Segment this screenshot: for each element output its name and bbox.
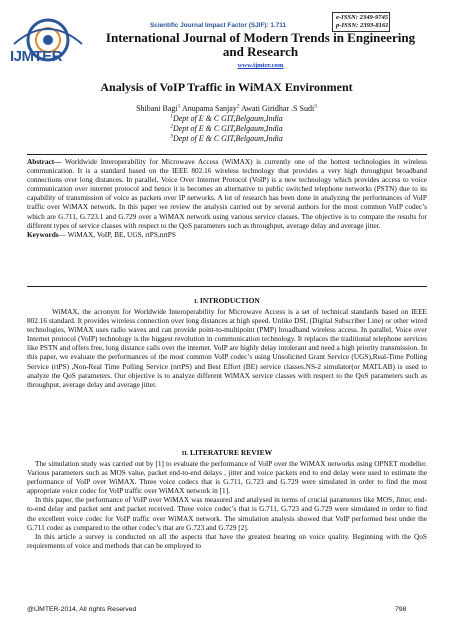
affiliation-text: Dept of E & C GIT,Belgaum,India <box>172 134 283 143</box>
section-number: II. <box>181 451 189 457</box>
affiliation <box>0 124 453 134</box>
section-number: I. <box>194 299 198 305</box>
author-block <box>0 104 453 144</box>
affiliation-sup: 1 <box>170 113 173 120</box>
impact-factor: Scientific Journal Impact Factor (SJIF): 1.711 <box>150 22 287 29</box>
section-title: LITERATURE REVIEW <box>189 448 273 457</box>
author-name: Anupama Sanjay <box>181 104 237 113</box>
affiliation-sup: 3 <box>170 133 173 140</box>
author-name: Awati Giridhar .S Sudi <box>241 104 315 113</box>
literature-paragraph: In this article a survey is conducted on all the aspects that have the greatest bearing on voice quality. Beginning with the QoS requirements of voice and methods that can be employed to <box>27 531 427 550</box>
divider-top <box>27 154 427 155</box>
footer-page-number: 798 <box>395 606 407 613</box>
section-heading-introduction <box>27 296 427 305</box>
footer-copyright: @IJMTER-2014, All rights Reserved <box>27 606 137 613</box>
abstract-label: Abstract— <box>27 157 62 166</box>
section-title: INTRODUCTION <box>199 296 260 305</box>
author-sup: 1 <box>177 103 181 110</box>
affiliation <box>0 134 453 144</box>
introduction-paragraph <box>27 307 427 389</box>
abstract-block <box>27 157 427 239</box>
affiliation-text: Dept of E & C GIT,Belgaum,India <box>172 124 283 133</box>
journal-url-link[interactable]: www.ijmter.com <box>237 62 284 69</box>
paper-title: Analysis of VoIP Traffic in WiMAX Environment <box>100 80 353 94</box>
journal-title-line1: International Journal of Modern Trends in Engineering <box>105 30 416 45</box>
literature-review-block <box>27 459 427 550</box>
affiliation <box>0 114 453 124</box>
author-name: Shibani Bagi <box>136 104 178 113</box>
divider-bottom <box>27 286 427 287</box>
affiliation-text: Dept of E & C GIT,Belgaum,India <box>172 114 283 123</box>
pissn: p-ISSN: 2393-8161 <box>336 22 389 29</box>
section-heading-literature-review <box>27 448 427 457</box>
literature-paragraph: The simulation study was carried out by [1] to evaluate the performance of VoIP over the WiMAX networks using OPNET modeller. Various parameters such as MOS value, packet end-to-end delays , jitter and voice packets end to end delay were used to estimate the performance of VoIP over WiMAX. Three voice codecs that is G.711, G.723 and G.729 were simulated in order to find the most appropriate voice codec for VoIP traffic over WiMAX network in [1]. <box>27 459 427 496</box>
eissn: e-ISSN: 2349-9745 <box>336 14 389 21</box>
author-names <box>0 104 453 114</box>
keywords-text: — WiMAX, VoIP, BE, UGS, rtPS,nrtPS <box>58 229 176 239</box>
intro-text: WiMAX, the acronym for Worldwide Interoperability for Microwave Access is a set of technical standards based on IEEE 802.16 standard. It provides wireless connection over long distances at high speed. Unlike DSL (Digital Subscriber Line) or other wired technologies, WiMAX uses radio waves and can provide point-to-multipoint (PMP) broadband wireless access. In parallel, Voice over Internet protocol (VoIP) technology is the biggest revolution in communication technology. It replaces the traditional telephone services like PSTN and offers free, long distance calls over the internet. VoIP are highly delay intolerant and need a high priority transmission. In this paper, we evaluate the performances of the most common VoIP codec’s using Unsolicited Grant Service (UGS),Real-Time Polling Service (rtPS) ,Non-Real Time Polling Service (nrtPS) and Best Effort (BE) service classes.NS-2 simulator(or MATLAB) is used to analyze the QoS parameters. Our objective is to analyze different WiMAX service classes with respect to the QoS parameters such as throughput, average delay and average jitter. <box>27 307 427 389</box>
author-sup: 3 <box>314 103 317 110</box>
journal-title-line2: and Research <box>222 44 299 59</box>
literature-paragraph: In this paper, the performance of VoIP over WiMAX was measured and analysed in terms of crucial parameters like MOS, Jitter, end-to-end delay and packet sent and packet received. Three voice codec’s that is G.711, G.723 and G.729 were simulated in order to find the excellent voice codec for VoIP traffic over WiMAX network. The simulation analysis showed that VoIP performed best under the G.711 codec as compared to the other codec’s that are G.723 and G.729 [2]. <box>27 495 427 532</box>
abstract-text: Worldwide Interoperability for Microwave Access (WiMAX) is currently one of the hottest technologies in wireless communication. It is a standard based on the IEEE 802.16 wireless technology that provides a very high throughput broadband connections over long distances. In parallel, Voice Over Internet Protocol (VoIP) is a new technology which provides access to voice communication over internet protocol and hence it is becomes an alternative to public switched telephone networks (PSTN) due to its capability of transmission of voice as packets over IP networks. A lot of research has been done in analyzing the performances of VoIP traffic over WiMAX network. In this paper we review the analysis carried out by several authors for the most common VoIP codec’s which are G.711, G.723.1 and G.729 over a WiMAX network using various service classes. The objective is to compare the results for different types of service classes with respect to the QoS parameters such as throughput, average delay and average jitter. <box>27 157 427 230</box>
author-sup: 2 <box>236 103 240 110</box>
logo-text: IJMTER <box>10 48 63 65</box>
affiliation-sup: 2 <box>170 123 173 130</box>
journal-title <box>88 31 433 59</box>
keywords-label: Keywords <box>27 229 59 239</box>
issn-box <box>332 12 390 32</box>
